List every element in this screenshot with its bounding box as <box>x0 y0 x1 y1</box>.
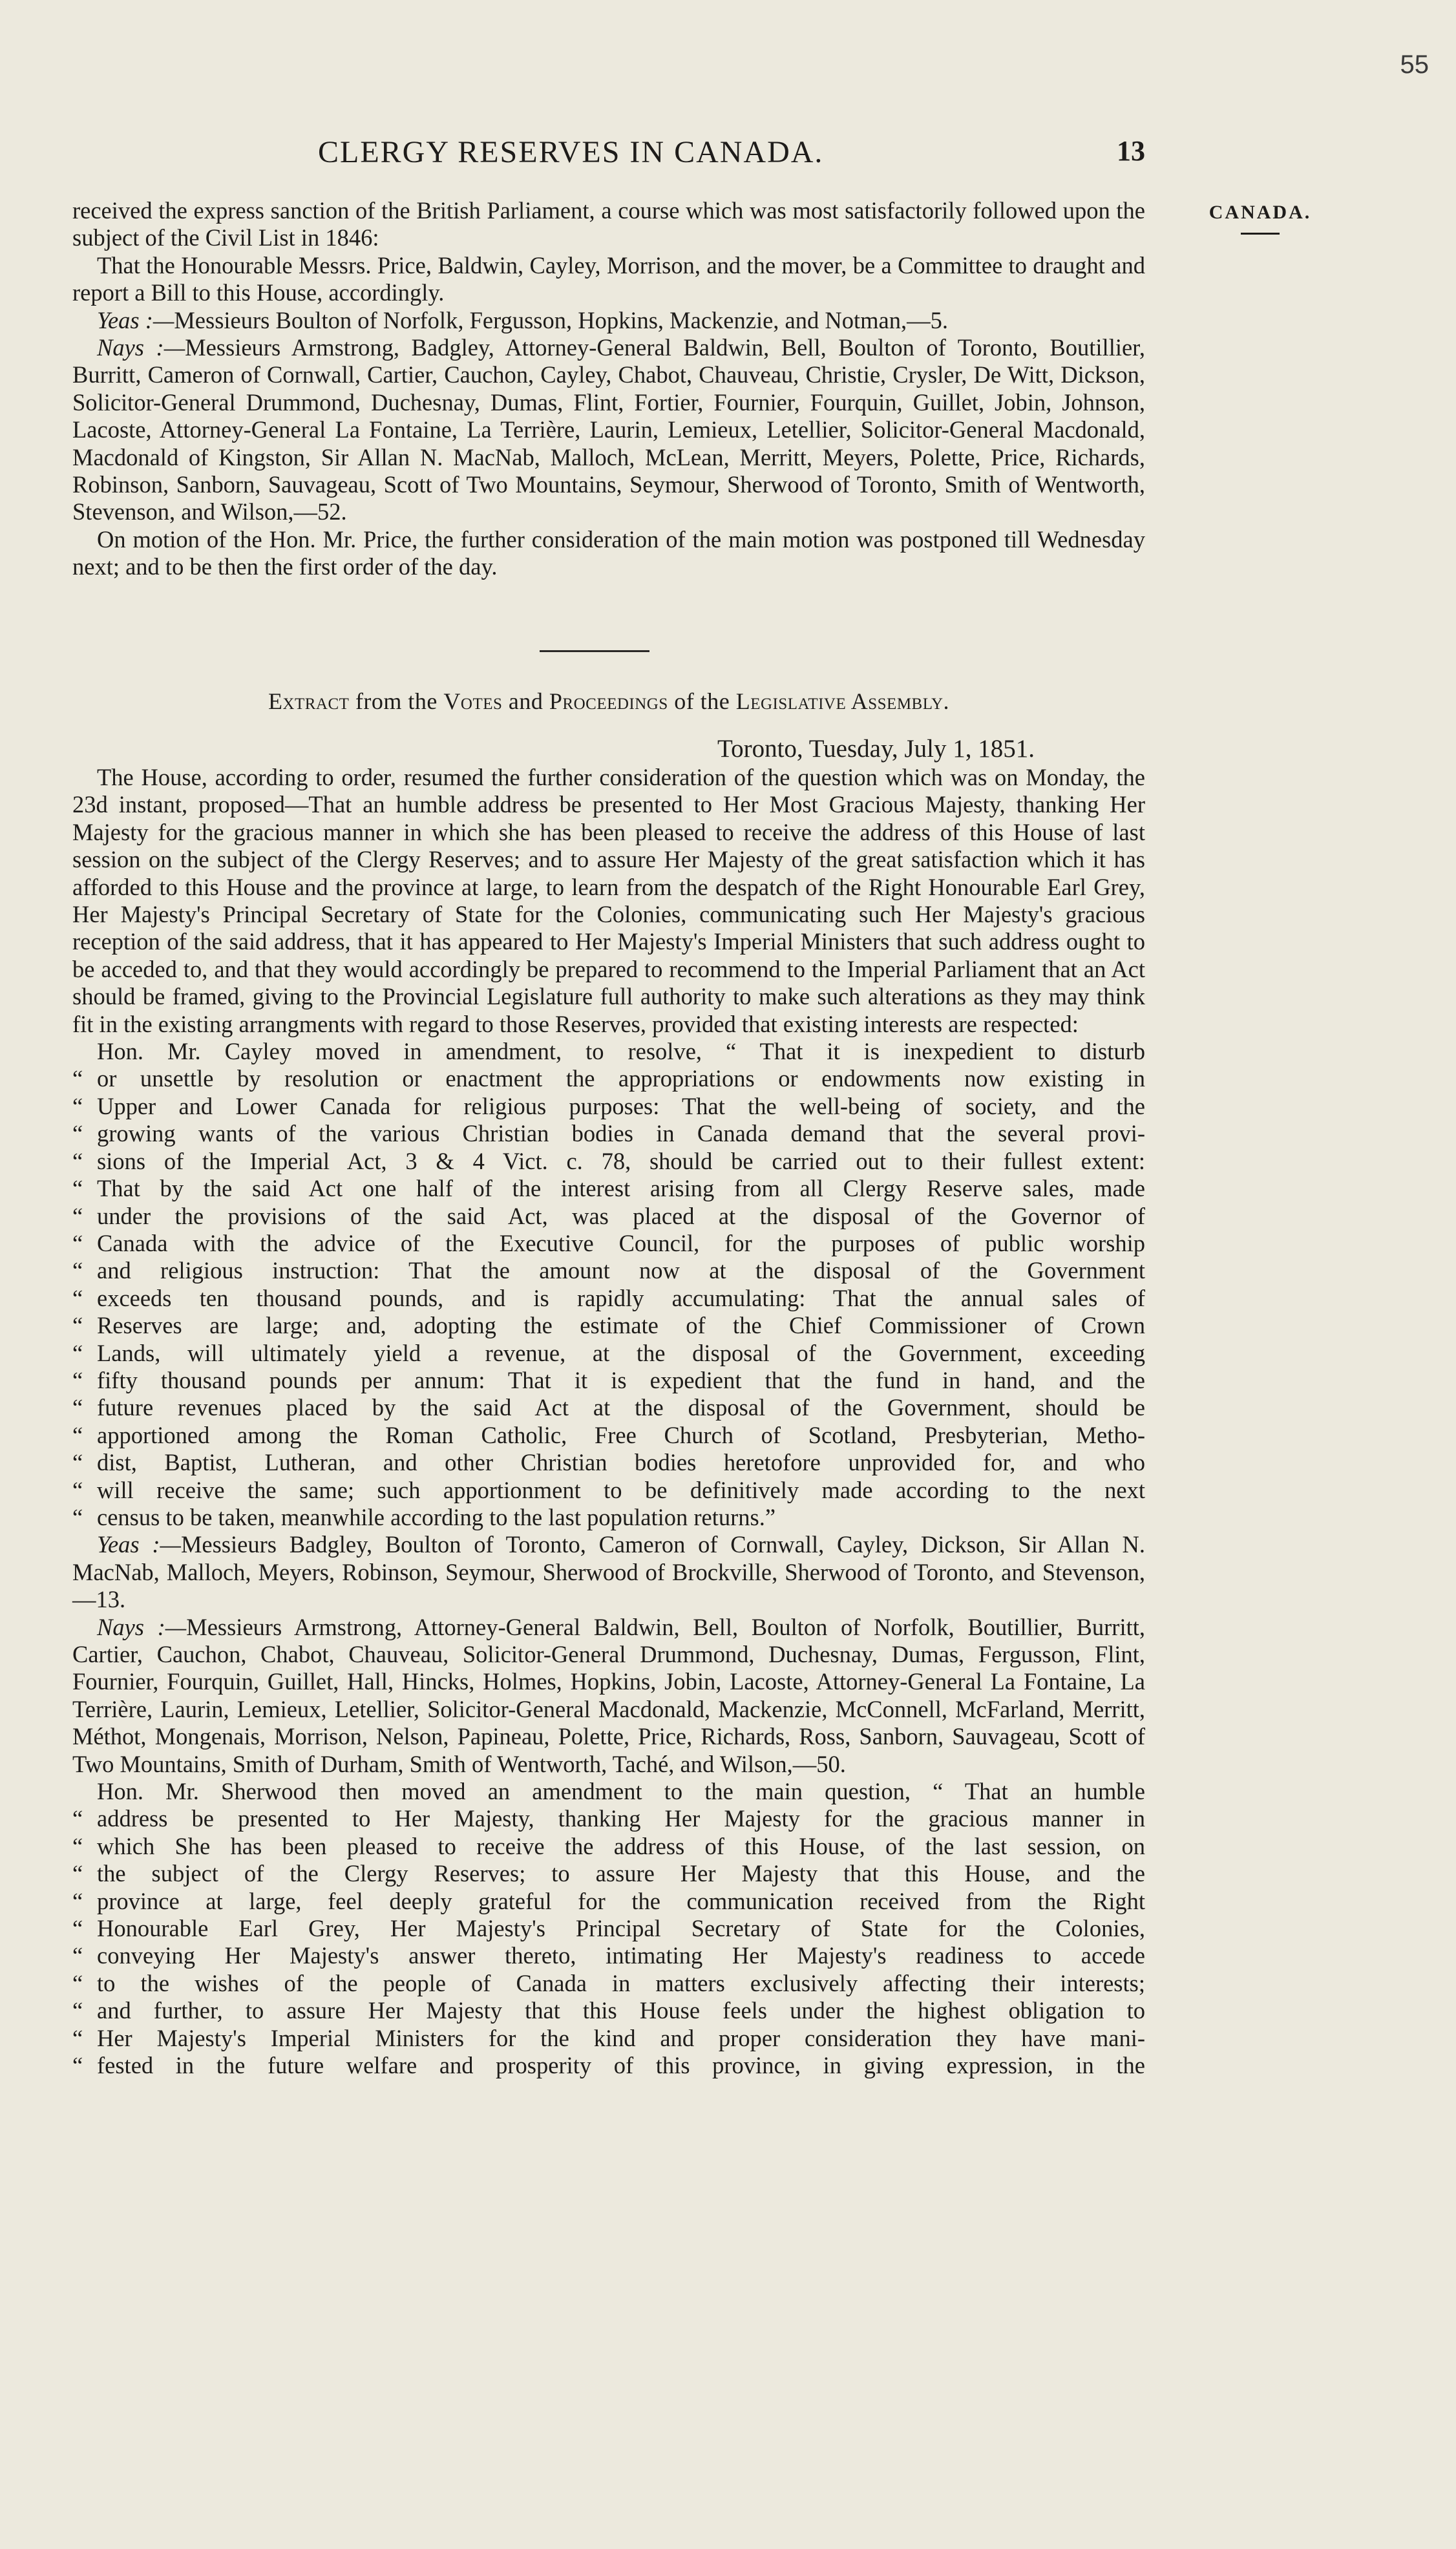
cayley-line <box>72 1203 1145 1230</box>
quote-mark: “ <box>72 1832 83 1859</box>
cayley-line-text: growing wants of the various Christian bodies in Canada demand that the several provi- <box>97 1120 1145 1147</box>
extract-votes: Votes <box>443 688 503 714</box>
quote-mark: “ <box>72 2024 83 2051</box>
sherwood-line <box>72 2052 1145 2079</box>
cayley-line <box>72 1148 1145 1175</box>
cayley-line <box>72 1038 1145 1065</box>
cayley-line <box>72 1093 1145 1120</box>
extract-assembly: Legislative Assembly. <box>735 688 950 714</box>
margin-label-text: CANADA. <box>1208 202 1312 223</box>
quote-mark: “ <box>72 1229 83 1256</box>
block-one <box>72 197 1145 581</box>
quote-mark: “ <box>72 1394 83 1421</box>
quote-mark: “ <box>72 1421 83 1448</box>
cayley-line <box>72 1340 1145 1367</box>
quote-mark: “ <box>72 1915 83 1942</box>
page-number: 13 <box>1117 135 1145 167</box>
sherwood-line <box>72 1833 1145 1860</box>
quote-mark: “ <box>72 1284 83 1311</box>
cayley-line-text: census to be taken, meanwhile according to the last population returns.” <box>97 1503 776 1530</box>
cayley-line-text: and religious instruction: That the amount now at the disposal of the Government <box>97 1257 1145 1284</box>
sherwood-line-text: Hon. Mr. Sherwood then moved an amendment to the main question, “ That an humble <box>97 1778 1145 1805</box>
quote-mark: “ <box>72 1449 83 1476</box>
dateline: Toronto, Tuesday, July 1, 1851. <box>717 735 1035 763</box>
sherwood-line <box>72 1805 1145 1832</box>
sherwood-line-text: Honourable Earl Grey, Her Majesty's Principal Secretary of State for the Colonies, <box>97 1915 1145 1942</box>
paragraph-house: The House, according to order, resumed the further consideration of the question which was on Monday, the 23d instant, proposed—That an humble address be presented to Her Most Gracious Majesty, thanking Her Majesty for the gracious manner in which she has been pleased to receive the address of this House of last session on the subject of the Clergy Reserves; and to assure Her Majesty of the great satisfaction which it has afforded to this House and the province at large, to learn from the despatch of the Right Honourable Earl Grey, Her Majesty's Principal Secretary of State for the Colonies, communicating such Her Majesty's gracious reception of the said address, that it has appeared to Her Majesty's Imperial Ministers that such address ought to be acceded to, and that they would accordingly be prepared to recommend to the Imperial Parliament that an Act should be framed, giving to the Provincial Legislature full authority to make such alterations as they may think fit in the existing arrangments with regard to those Reserves, provided that existing interests are respected: <box>72 764 1145 1037</box>
cayley-line-text: sions of the Imperial Act, 3 & 4 Vict. c. 78, should be carried out to their fullest extent: <box>97 1147 1145 1174</box>
nays-list-2: Messieurs Armstrong, Attorney-General Baldwin, Bell, Boulton of Norfolk, Boutillier, Burritt, Cartier, Cauchon, Chabot, Chauveau, Solicitor-General Drummond, Duchesnay, Dumas, Fergusson, Flint, Fournier, Fourquin, Guillet, Hall, Hincks, Holmes, Hopkins, Jobin, Lacoste, Attorney-General La Fontaine, La Terrière, Laurin, Lemieux, Letellier, Solicitor-General Macdonald, Mackenzie, McConnell, McFarland, Merritt, Méthot, Mongenais, Morrison, Nelson, Papineau, Polette, Price, Richards, Ross, Sanborn, Sauvageau, Scott of Two Mountains, Smith of Durham, Smith of Wentworth, Taché, and Wilson,—50. <box>72 1613 1145 1777</box>
quote-mark: “ <box>72 1092 83 1119</box>
cayley-line <box>72 1312 1145 1339</box>
running-header <box>72 134 1145 173</box>
quote-mark: “ <box>72 2052 83 2079</box>
sherwood-line <box>72 2025 1145 2052</box>
paragraph-motion: On motion of the Hon. Mr. Price, the further consideration of the main motion was postponed till Wednesday next; and to be then the first order of the day. <box>72 525 1145 580</box>
cayley-line-text: or unsettle by resolution or enactment the appropriations or endowments now existing in <box>97 1065 1145 1092</box>
section-divider <box>540 650 649 652</box>
cayley-line <box>72 1394 1145 1421</box>
sherwood-line-text: conveying Her Majesty's answer thereto, intimating Her Majesty's readiness to accede <box>97 1942 1145 1969</box>
cayley-line-text: Canada with the advice of the Executive Council, for the purposes of public worship <box>97 1229 1145 1256</box>
quote-mark: “ <box>72 1120 83 1147</box>
sherwood-line-text: address be presented to Her Majesty, thanking Her Majesty for the gracious manner in <box>97 1805 1145 1832</box>
nays-label-2: Nays :— <box>97 1613 187 1640</box>
sherwood-line <box>72 1778 1145 1805</box>
cayley-line-text: future revenues placed by the said Act at the disposal of the Government, should be <box>97 1394 1145 1421</box>
cayley-line-text: will receive the same; such apportionment to be definitively made according to the next <box>97 1476 1145 1503</box>
cayley-line-text: fifty thousand pounds per annum: That it is expedient that the fund in hand, and the <box>97 1366 1145 1393</box>
sherwood-line-text: and further, to assure Her Majesty that this House feels under the highest obligation to <box>97 1997 1145 2024</box>
margin-rule <box>1241 233 1280 235</box>
cayley-line <box>72 1367 1145 1394</box>
cayley-amendment <box>72 1038 1145 1531</box>
quote-mark: “ <box>72 1366 83 1393</box>
quote-mark: “ <box>72 1339 83 1366</box>
cayley-line-text: dist, Baptist, Lutheran, and other Christian bodies heretofore unprovided for, and who <box>97 1449 1145 1476</box>
quote-mark: “ <box>72 1065 83 1092</box>
cayley-line <box>72 1120 1145 1147</box>
cayley-line-text: Reserves are large; and, adopting the estimate of the Chief Commissioner of Crown <box>97 1312 1145 1339</box>
cayley-line-text: Lands, will ultimately yield a revenue, at the disposal of the Government, exceeding <box>97 1339 1145 1366</box>
quote-mark: “ <box>72 1503 83 1530</box>
cayley-line <box>72 1230 1145 1257</box>
sherwood-line-text: which She has been pleased to receive the address of this House, of the last session, on <box>97 1832 1145 1859</box>
sherwood-line <box>72 1997 1145 2024</box>
cayley-line <box>72 1257 1145 1284</box>
cayley-line <box>72 1065 1145 1092</box>
sherwood-line <box>72 1888 1145 1915</box>
sherwood-line <box>72 1915 1145 1942</box>
sherwood-line-text: province at large, feel deeply grateful for the communication received from the Right <box>97 1887 1145 1914</box>
sherwood-line-text: Her Majesty's Imperial Ministers for the kind and proper consideration they have mani- <box>97 2024 1145 2051</box>
cayley-line-text: Upper and Lower Canada for religious purposes: That the well-being of society, and the <box>97 1092 1145 1119</box>
extract-heading <box>72 688 1145 715</box>
extract-and: and <box>508 688 543 714</box>
extract-from: from the <box>355 688 438 714</box>
cayley-line-text: That by the said Act one half of the interest arising from all Clergy Reserve sales, made <box>97 1175 1145 1202</box>
sherwood-line <box>72 1970 1145 1997</box>
nays-list: Messieurs Armstrong, Badgley, Attorney-General Baldwin, Bell, Boulton of Toronto, Boutillier, Burritt, Cameron of Cornwall, Cartier, Cauchon, Cayley, Chabot, Chauveau, Christie, Crysler, De Witt, Dickson, Solicitor-General Drummond, Duchesnay, Dumas, Flint, Fortier, Fournier, Fourquin, Guillet, Jobin, Johnson, Lacoste, Attorney-General La Fontaine, La Terrière, Laurin, Lemieux, Letellier, Solicitor-General Macdonald, Macdonald of Kingston, Sir Allan N. MacNab, Malloch, McLean, Merritt, Meyers, Polette, Price, Richards, Robinson, Sanborn, Sauvageau, Scott of Two Mountains, Seymour, Sherwood of Toronto, Smith of Wentworth, Stevenson, and Wilson,—52. <box>72 334 1146 525</box>
extract-of-the: of the <box>674 688 730 714</box>
quote-mark: “ <box>72 1202 83 1229</box>
folio-number: 55 <box>1400 50 1429 79</box>
quote-mark: “ <box>72 1147 83 1174</box>
yeas-paragraph-2 <box>72 1531 1145 1613</box>
quote-mark: “ <box>72 1257 83 1284</box>
yeas-paragraph <box>72 307 1145 334</box>
quote-mark: “ <box>72 1175 83 1202</box>
sherwood-amendment <box>72 1778 1145 2079</box>
quote-mark: “ <box>72 1887 83 1914</box>
quote-mark: “ <box>72 1942 83 1969</box>
nays-paragraph-2 <box>72 1614 1145 1778</box>
cayley-line <box>72 1477 1145 1504</box>
sherwood-line <box>72 1942 1145 1969</box>
cayley-line-text: Hon. Mr. Cayley moved in amendment, to resolve, “ That it is inexpedient to disturb <box>97 1038 1145 1065</box>
yeas-list-2: Messieurs Badgley, Boulton of Toronto, Cameron of Cornwall, Cayley, Dickson, Sir Allan N. MacNab, Malloch, Meyers, Robinson, Seymour, Sherwood of Brockville, Sherwood of Toronto, and Stevenson,—13. <box>72 1531 1145 1613</box>
quote-mark: “ <box>72 1805 83 1832</box>
yeas-label: Yeas :— <box>97 306 174 333</box>
sherwood-line <box>72 1860 1145 1887</box>
cayley-line <box>72 1175 1145 1202</box>
quote-mark: “ <box>72 1476 83 1503</box>
paragraph-civil-list: received the express sanction of the British Parliament, a course which was most satisfactorily followed upon the subject of the Civil List in 1846: <box>72 197 1145 251</box>
block-two <box>72 764 1145 2080</box>
cayley-line <box>72 1422 1145 1449</box>
extract-proceedings: Proceedings <box>549 688 668 714</box>
sherwood-line-text: the subject of the Clergy Reserves; to assure Her Majesty that this House, and the <box>97 1860 1145 1887</box>
nays-paragraph <box>72 334 1145 526</box>
yeas-list: Messieurs Boulton of Norfolk, Fergusson, Hopkins, Mackenzie, and Notman,—5. <box>174 306 948 333</box>
quote-mark: “ <box>72 1969 83 1996</box>
sherwood-line-text: to the wishes of the people of Canada in matters exclusively affecting their interests; <box>97 1969 1145 1996</box>
cayley-line-text: apportioned among the Roman Catholic, Free Church of Scotland, Presbyterian, Metho- <box>97 1421 1145 1448</box>
nays-label: Nays :— <box>97 334 185 361</box>
running-title: CLERGY RESERVES IN CANADA. <box>318 135 824 169</box>
cayley-line-text: under the provisions of the said Act, was placed at the disposal of the Governor of <box>97 1202 1145 1229</box>
extract-word: Extract <box>268 688 350 714</box>
yeas-label-2: Yeas :— <box>97 1531 181 1558</box>
sherwood-line-text: fested in the future welfare and prosperity of this province, in giving expression, in the <box>97 2052 1145 2079</box>
cayley-line <box>72 1449 1145 1476</box>
cayley-line <box>72 1504 1145 1531</box>
cayley-line <box>72 1285 1145 1312</box>
cayley-line-text: exceeds ten thousand pounds, and is rapidly accumulating: That the annual sales of <box>97 1284 1145 1311</box>
quote-mark: “ <box>72 1860 83 1887</box>
paragraph-committee: That the Honourable Messrs. Price, Baldwin, Cayley, Morrison, and the mover, be a Committee to draught and report a Bill to this House, accordingly. <box>72 251 1145 306</box>
margin-note <box>1205 202 1315 235</box>
quote-mark: “ <box>72 1997 83 2024</box>
quote-mark: “ <box>72 1312 83 1339</box>
